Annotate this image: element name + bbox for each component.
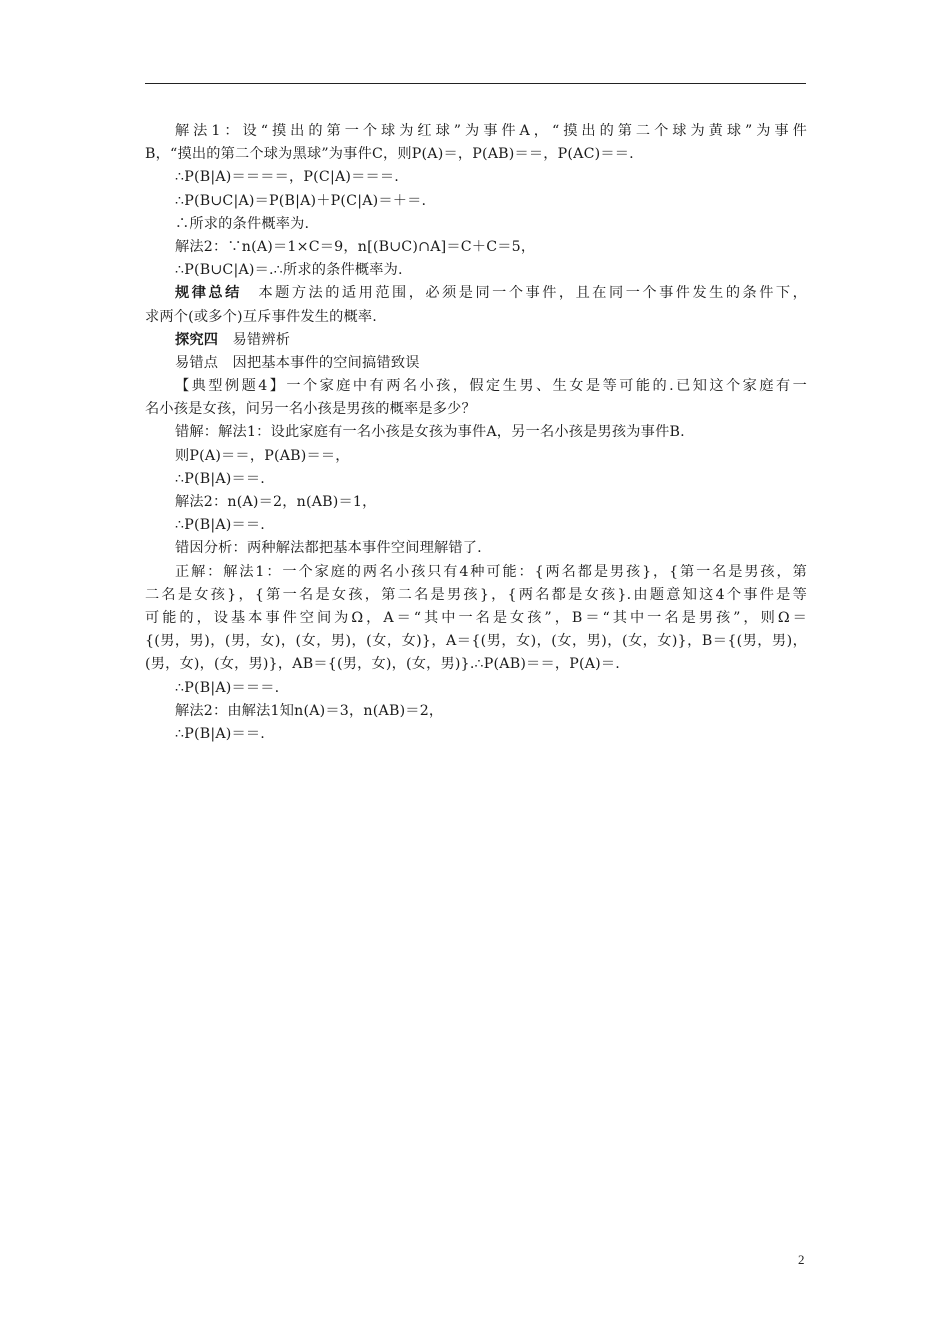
text-line: {(男，男)，(男，女)，(女，男)，(女，女)}，A＝{(男，女)，(女，男)，(女，女)}，B＝{(男，男)， [145, 633, 807, 650]
text-line: ∴P(B∪C|A)＝.∴所求的条件概率为. [175, 262, 403, 279]
rule-summary-line: 规律总结 本题方法的适用范围，必须是同一个事件，且在同一个事件发生的条件下， [175, 285, 807, 302]
example-line: 【典型例题4】一个家庭中有两名小孩，假定生男、生女是等可能的.已知这个家庭有一 [175, 378, 807, 395]
text-line: ∴所求的条件概率为. [175, 215, 310, 232]
text-line: 二名是女孩}，{第一名是女孩，第二名是男孩}，{两名都是女孩}.由题意知这4个事件是等 [145, 586, 807, 603]
text-line: ∴P(B|A)＝＝. [175, 517, 265, 534]
text-line: 解法2：n(A)＝2，n(AB)＝1， [175, 494, 377, 510]
header-rule [145, 83, 806, 84]
text-line: 错解：解法1：设此家庭有一名小孩是女孩为事件A，另一名小孩是男孩为事件B. [175, 424, 685, 441]
text-line: 解法2：∵n(A)＝1×C＝9，n[(B∪C)∩A]＝C＋C＝5， [175, 238, 536, 255]
text-line: 名小孩是女孩，问另一名小孩是男孩的概率是多少？ [145, 401, 476, 418]
text-line: B，“摸出的第二个球为黑球”为事件C，则P(A)＝，P(AB)＝＝，P(AC)＝＝. [145, 146, 634, 163]
section-heading: 探究四 易错辨析 [175, 331, 291, 348]
text-line: ∴P(B|A)＝＝. [175, 470, 265, 487]
text-line: 错因分析：两种解法都把基本事件空间理解错了. [175, 540, 482, 557]
text-line: 则P(A)＝＝，P(AB)＝＝， [175, 447, 350, 464]
text-line: ∴P(B∪C|A)＝P(B|A)＋P(C|A)＝＋＝. [175, 192, 427, 209]
text-line: 可能的，设基本事件空间为Ω，A＝“其中一名是女孩”，B＝“其中一名是男孩”，则Ω＝ [145, 609, 807, 626]
page-number: 2 [798, 1252, 805, 1267]
text-line: 解法2：由解法1知n(A)＝3，n(AB)＝2， [175, 702, 444, 719]
text-line: 解法1：设“摸出的第一个球为红球”为事件A，“摸出的第二个球为黄球”为事件 [175, 123, 807, 139]
section-heading-label: 探究四 [175, 331, 219, 348]
rule-summary-heading: 规律总结 [175, 285, 242, 302]
text-line: ∴P(B|A)＝＝. [175, 725, 265, 742]
text-line: ∴P(B|A)＝＝＝. [175, 679, 280, 696]
text-line: 求两个(或多个)互斥事件发生的概率. [145, 308, 377, 325]
text-line: 正解：解法1：一个家庭的两名小孩只有4种可能：{两名都是男孩}，{第一名是男孩，第 [175, 563, 807, 580]
text-line: ∴P(B|A)＝＝＝＝，P(C|A)＝＝＝. [175, 169, 400, 186]
document-body [145, 120, 807, 746]
text-line: 易错点 因把基本事件的空间搞错致误 [175, 354, 420, 371]
text-line: (男，女)，(女，男)}，AB＝{(男，女)，(女，男)}.∴P(AB)＝＝，P(A)＝. [145, 656, 620, 673]
